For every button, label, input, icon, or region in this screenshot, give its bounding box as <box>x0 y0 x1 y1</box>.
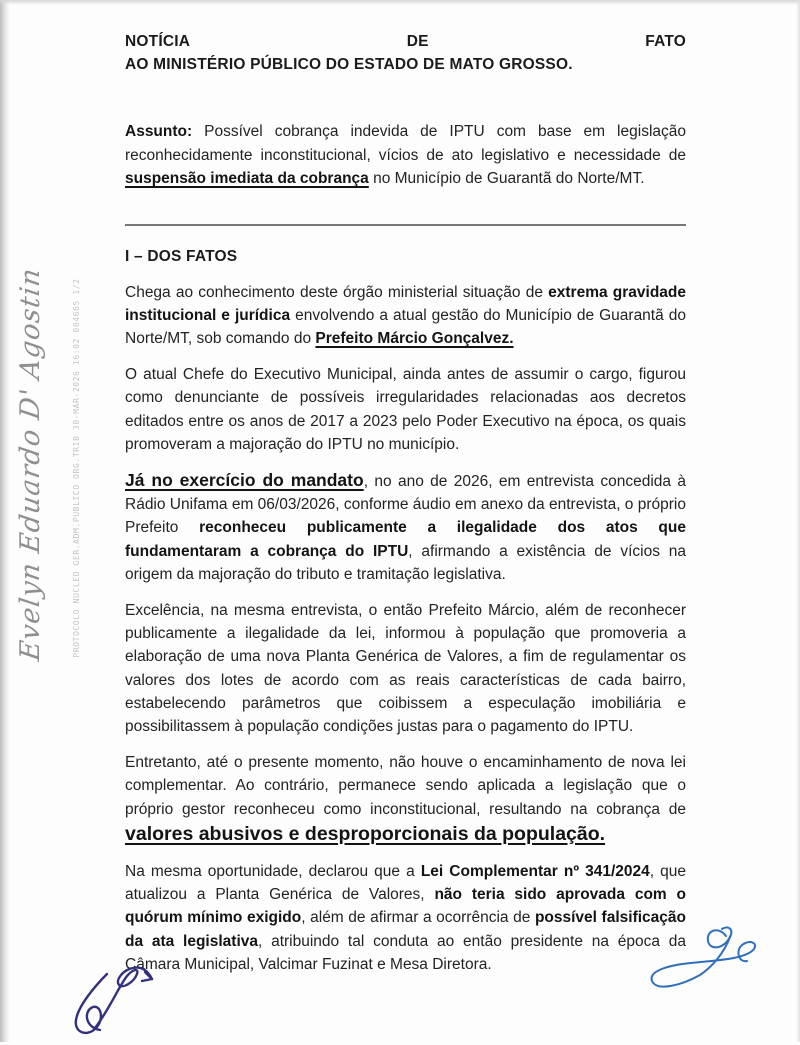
p1-emphasis-1: extrema gravidade institucional e jurídica <box>125 283 686 324</box>
document-body <box>125 33 686 989</box>
subject-emphasis: suspensão imediata da cobrança <box>125 170 369 187</box>
protocol-stamp-text: PROTOCOLO NUCLEO GER.ADM.PUBLICO ORG.TRIB 30-MAR-2026 16:02 004665 1/2 <box>72 278 81 658</box>
p6-text-1: Na mesma oportunidade, declarou que a <box>125 862 421 880</box>
p6-emphasis-3: possível falsificação da ata legislativa <box>125 909 686 950</box>
p3-text-2: , afirmando a existência de vícios na origem da majoração do tributo e tramitação legislativa. <box>125 542 686 583</box>
subject-text-1: Possível cobrança indevida de IPTU com base em legislação reconhecidamente inconstitucional, vícios de ato legislativo e necessidade de <box>125 123 686 164</box>
subject-paragraph <box>125 120 686 191</box>
p3-emphasis-2: reconheceu publicamente a ilegalidade dos atos que fundamentaram a cobrança do IPTU <box>125 519 686 560</box>
subject-label: Assunto: <box>125 123 193 140</box>
p1-emphasis-2: Prefeito Márcio Gonçalvez. <box>315 329 514 347</box>
p5-text-1: Entretanto, até o presente momento, não houve o encaminhamento de nova lei complementar. Ao contrário, permanece sendo aplicada a legislação que o próprio gestor reconheceu como inconstitucional, resultando na cobrança de <box>125 754 686 818</box>
document-title-line1 <box>125 33 686 51</box>
signature-rubric-right <box>642 922 768 1013</box>
horizontal-divider <box>125 224 686 226</box>
paragraph-2: O atual Chefe do Executivo Municipal, ainda antes de assumir o cargo, figurou como denunciante de possíveis irregularidades relacionadas aos decretos editados entre os anos de 2017 a 2023 pelo Poder Executivo na época, os quais promoveram a majoração do IPTU no município. <box>125 366 686 453</box>
paragraph-5 <box>125 751 686 847</box>
paragraph-3 <box>125 469 686 586</box>
p1-text-1: Chega ao conhecimento deste órgão ministerial situação de <box>125 283 549 301</box>
paragraph-6 <box>125 860 686 976</box>
title-word-de: DE <box>406 33 429 50</box>
title-word-noticia: NOTÍCIA <box>125 33 191 50</box>
p1-text-2: envolvendo a atual gestão do Município de Guarantã do Norte/MT, sob comando do <box>125 306 686 347</box>
p6-emphasis-1: Lei Complementar nº 341/2024 <box>420 862 650 880</box>
paragraph-4: Excelência, na mesma entrevista, o então Prefeito Márcio, além de reconhecer publicamente a ilegalidade da lei, informou à população que promoveria a elaboração de uma nova Planta Genérica de Valores, a fim de regulamentar os valores dos lotes de acordo com as reais características de cada bairro, estabelecendo parâmetros que coibissem a especulação imobiliária e possibilitassem à população condições justas para o pagamento do IPTU. <box>125 601 686 735</box>
p3-emphasis-1: Já no exercício do mandato <box>125 469 364 490</box>
signature-rubric-left <box>65 958 160 1045</box>
p6-text-4: , atribuindo tal conduta ao então presidente na época da Câmara Municipal, Valcimar Fuzinat e Mesa Diretora. <box>125 932 687 973</box>
paragraph-1 <box>125 281 686 351</box>
p6-text-2: , que atualizou a Planta Genérica de Valores, <box>125 862 686 904</box>
document-title-line2: AO MINISTÉRIO PÚBLICO DO ESTADO DE MATO GROSSO. <box>125 56 573 73</box>
title-word-fato: FATO <box>645 33 686 50</box>
scan-edge-right <box>796 0 800 1042</box>
p6-emphasis-2: não teria sido aprovada com o quórum mínimo exigido <box>125 886 686 927</box>
p3-text-1: , no ano de 2026, em entrevista concedida à Rádio Unifama em 06/03/2026, conforme áudio em anexo da entrevista, o próprio Prefeito <box>125 472 686 537</box>
section-heading-dos-fatos: I – DOS FATOS <box>125 247 238 265</box>
p6-text-3: , além de afirmar a ocorrência de <box>301 909 535 927</box>
scan-edge-left <box>0 0 10 1042</box>
p5-emphasis: valores abusivos e desproporcionais da população. <box>125 822 606 845</box>
subject-text-2: no Município de Guarantã do Norte/MT. <box>368 170 645 187</box>
margin-handwritten-signature: Evelyn Eduardo D' Agostin <box>15 265 46 663</box>
scan-edge-top <box>0 0 800 5</box>
